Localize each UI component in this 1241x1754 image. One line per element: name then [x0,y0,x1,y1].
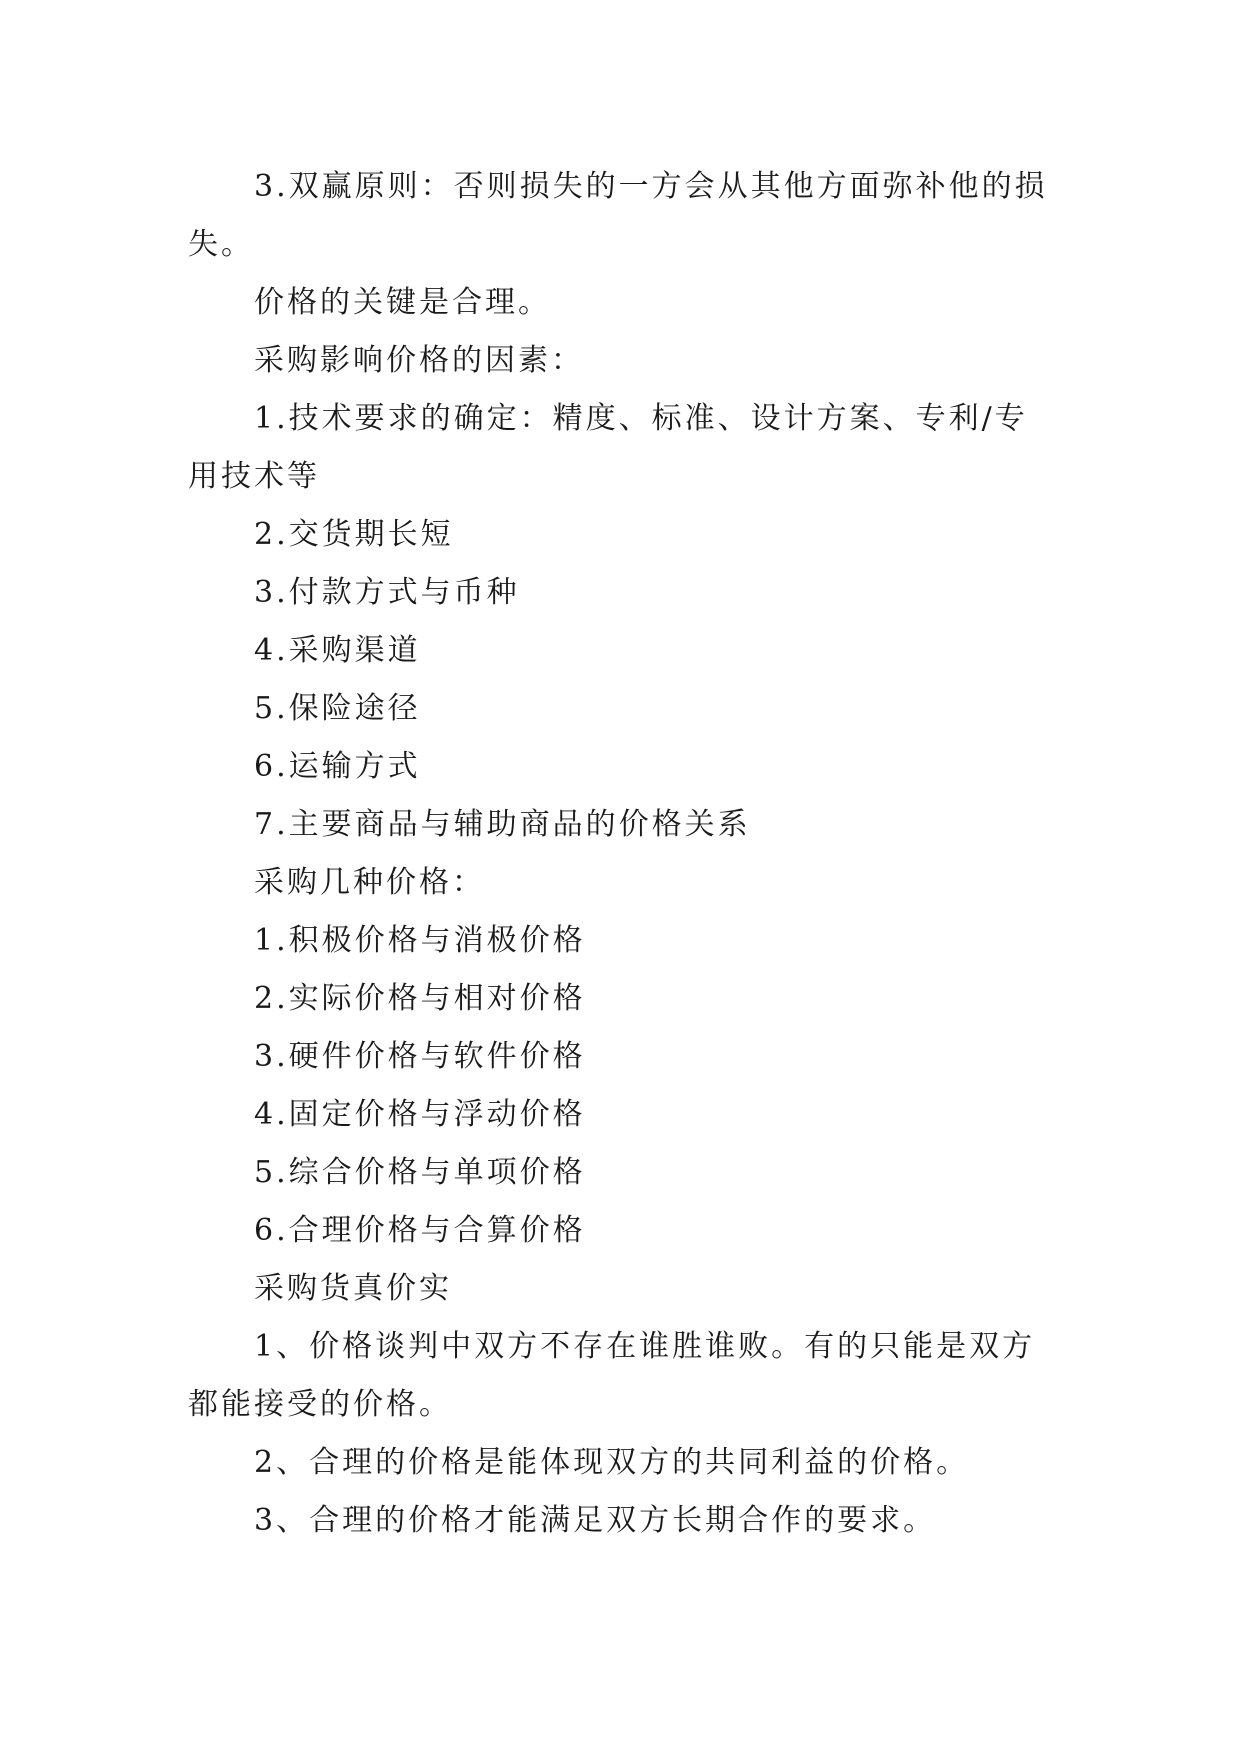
list-item-type-5: 5.综合价格与单项价格 [254,1155,586,1190]
list-item-factor-3: 3.付款方式与币种 [254,575,520,610]
list-item-factor-7: 7.主要商品与辅助商品的价格关系 [254,807,751,842]
paragraph-price-key: 价格的关键是合理。 [254,285,551,320]
document-body [188,158,1058,1550]
list-item-type-6: 6.合理价格与合算价格 [254,1213,586,1248]
list-item-factor-1: 1.技术要求的确定：精度、标准、设计方案、专利/专用技术等 [188,401,1028,494]
list-item-genuine-1: 1、价格谈判中双方不存在谁胜谁败。有的只能是双方都能接受的价格。 [188,1329,1036,1422]
list-item-type-4: 4.固定价格与浮动价格 [254,1097,586,1132]
heading-genuine-goods: 采购货真价实 [254,1271,452,1306]
list-item-genuine-3: 3、合理的价格才能满足双方长期合作的要求。 [254,1503,937,1538]
list-item-type-3: 3.硬件价格与软件价格 [254,1039,586,1074]
heading-price-types: 采购几种价格： [254,865,485,900]
list-item-genuine-2: 2、合理的价格是能体现双方的共同利益的价格。 [254,1445,970,1480]
list-item-factor-6: 6.运输方式 [254,749,421,784]
list-item-factor-2: 2.交货期长短 [254,517,454,552]
list-item-type-1: 1.积极价格与消极价格 [254,923,586,958]
list-item-factor-4: 4.采购渠道 [254,633,421,668]
paragraph-win-win-principle: 3.双赢原则：否则损失的一方会从其他方面弥补他的损失。 [188,169,1048,262]
heading-price-factors: 采购影响价格的因素： [254,343,584,378]
list-item-factor-5: 5.保险途径 [254,691,421,726]
list-item-type-2: 2.实际价格与相对价格 [254,981,586,1016]
